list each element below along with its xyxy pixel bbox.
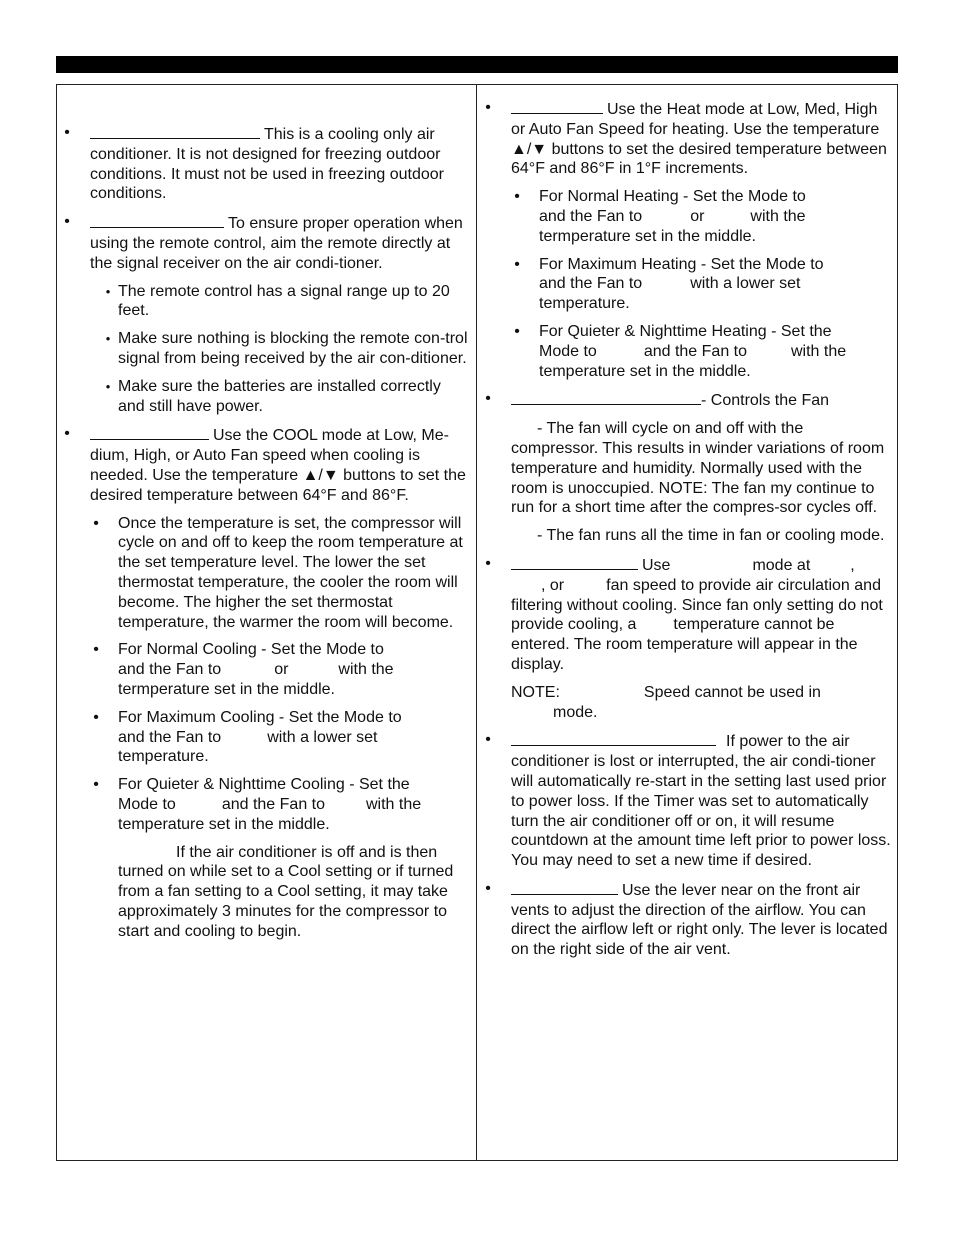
item-text: termperature set in the middle. — [118, 680, 335, 698]
item-text: For Quieter & Nighttime Cooling - Set the — [118, 776, 410, 794]
item-text: - The fan runs all the time in fan or cooling mode. — [537, 527, 885, 545]
item-text: mode at — [752, 556, 811, 574]
item-text: For Quieter & Nighttime Heating - Set the — [539, 322, 832, 340]
note-text: If the air conditioner is off and is then turned on while set to a Cool setting or if turned from a fan setting to a Cool setting, it may take approximately 3 minutes for the compressor to start and cooling to begin. — [118, 843, 454, 940]
item-text: Mode to — [539, 342, 597, 360]
fan-cycle-paragraph — [511, 419, 891, 518]
fan-continuous-paragraph — [511, 526, 891, 546]
item-text: termperature set in the middle. — [539, 227, 756, 245]
item-text: with the — [791, 342, 847, 360]
item-text: , or — [541, 576, 565, 594]
item-text: For Normal Cooling - Set the Mode to — [118, 641, 384, 659]
list-item — [485, 554, 891, 675]
bullet: • — [64, 213, 70, 231]
note-paragraph — [118, 843, 470, 942]
item-text: Use the lever near on the front air vents to adjust the direction of the airflow. You can direct the airflow left or right only. The lever is located on the right side of the air vent. — [511, 881, 888, 959]
list-item — [64, 123, 470, 204]
list-item — [93, 514, 470, 633]
list-item — [485, 730, 891, 871]
bullet: • — [93, 776, 99, 794]
item-text: temperature set in the middle. — [118, 815, 330, 833]
item-text: For Maximum Heating - Set the Mode to — [539, 255, 824, 273]
redacted-heading — [511, 879, 618, 895]
redacted-heading — [90, 424, 209, 440]
item-text: with a lower set temperature. — [118, 728, 378, 766]
item-text: Mode to — [118, 795, 176, 813]
list-item — [93, 640, 470, 699]
item-text: with the — [750, 207, 806, 225]
item-text: To ensure proper operation when using the remote control, aim the remote directly at the signal receiver on the air condi-tioner. — [90, 215, 463, 272]
item-text: Make sure the batteries are installed correctly and still have power. — [118, 377, 441, 415]
item-text: and the Fan to — [643, 342, 747, 360]
bullet: • — [93, 708, 99, 726]
bullet: • — [64, 425, 70, 443]
item-text: For Normal Heating - Set the Mode to — [539, 188, 806, 206]
item-text: and the Fan to — [539, 275, 643, 293]
list-item — [64, 424, 470, 505]
item-text: Use — [642, 556, 671, 574]
item-text: temperature set in the middle. — [539, 362, 751, 380]
list-item — [105, 282, 470, 322]
item-text: , — [850, 556, 855, 574]
note-label: NOTE: — [511, 683, 560, 701]
list-item — [514, 255, 891, 314]
item-text: Speed cannot be used in — [643, 683, 821, 701]
list-item — [485, 98, 891, 179]
item-text: and the Fan to — [221, 795, 325, 813]
item-text: Use the Heat mode at Low, Med, High or Auto Fan Speed for heating. Use the temperature ▲/▼ buttons to set the desired temperature between 64°F and 86°F in 1°F increments. — [511, 101, 887, 178]
bullet: • — [485, 879, 491, 897]
item-text: or — [690, 207, 705, 225]
item-text: and the Fan to — [118, 728, 222, 746]
item-text: This is a cooling only air conditioner. It is not designed for freezing outdoor conditions. It must not be used in freezing outdoor conditions. — [90, 126, 444, 203]
list-item — [105, 329, 470, 369]
bullet: • — [105, 283, 111, 299]
bullet: • — [105, 378, 111, 394]
list-item — [93, 775, 470, 834]
bullet: • — [514, 255, 520, 273]
item-text: - Controls the Fan — [701, 392, 830, 410]
item-text: with the — [366, 795, 422, 813]
redacted-heading — [511, 389, 701, 405]
redacted-heading — [511, 554, 638, 570]
item-text: Once the temperature is set, the compressor will cycle on and off to keep the room temperature at the set temperature level. The lower the set thermostat temperature, the cooler the room will become. The higher the set thermostat temperature, the warmer the room will become. — [118, 514, 463, 631]
redacted-heading — [90, 212, 224, 228]
bullet: • — [93, 641, 99, 659]
item-text: or — [274, 661, 289, 679]
item-text: and the Fan to — [539, 207, 643, 225]
bullet: • — [514, 188, 520, 206]
bullet: • — [485, 99, 491, 116]
item-text: with the — [338, 661, 394, 679]
list-item — [93, 708, 470, 767]
item-text: fan speed to provide air circulation and filtering without cooling. Since fan only setting do not provide cooling, a — [511, 576, 883, 634]
item-text: For Maximum Cooling - Set the Mode to — [118, 708, 402, 726]
item-text: - The fan will cycle on and off with the compressor. This results in winder variations of room temperature and humidity. Normally used with the room is unoccupied. NOTE: The fan my continue to run for a short time after the compres-sor cycles off. — [511, 420, 885, 517]
right-column — [485, 98, 891, 968]
item-text: with a lower set temperature. — [539, 275, 801, 313]
bullet: • — [485, 731, 491, 749]
left-column — [64, 123, 470, 949]
item-text: If power to the air conditioner is lost or interrupted, the air condi-tioner will automatically re-start in the setting last used prior to power loss. If the Timer was set to automatically turn the air conditioner off or on, it will resume countdown at the amount time left prior to power loss. You may need to set a new time if desired. — [511, 733, 891, 870]
list-item — [514, 187, 891, 246]
list-item — [105, 377, 470, 417]
bullet: • — [93, 514, 99, 532]
bullet: • — [485, 554, 491, 572]
list-item — [485, 389, 891, 411]
item-text: temperature cannot be entered. The room temperature will appear in the display. — [511, 616, 858, 673]
item-text: and the Fan to — [118, 661, 222, 679]
note-paragraph — [511, 683, 891, 723]
column-divider — [476, 84, 477, 1160]
redacted-heading — [511, 730, 716, 746]
item-text: The remote control has a signal range up to 20 feet. — [118, 282, 450, 320]
redacted-heading — [511, 98, 603, 114]
item-text: Use the COOL mode at Low, Me-dium, High, or Auto Fan speed when cooling is needed. Use the temperature ▲/▼ buttons to set the desired temperature between 64°F and 86°F. — [90, 427, 466, 504]
redacted-heading — [90, 123, 260, 139]
list-item — [514, 322, 891, 381]
bullet: • — [64, 124, 70, 141]
list-item — [485, 879, 891, 960]
item-text: Make sure nothing is blocking the remote con-trol signal from being received by the air con-ditioner. — [118, 330, 468, 367]
bullet: • — [105, 331, 111, 347]
list-item — [64, 212, 470, 273]
bullet: • — [485, 390, 491, 408]
bullet: • — [514, 322, 520, 340]
item-text: mode. — [553, 703, 598, 721]
header-bar — [56, 56, 898, 73]
